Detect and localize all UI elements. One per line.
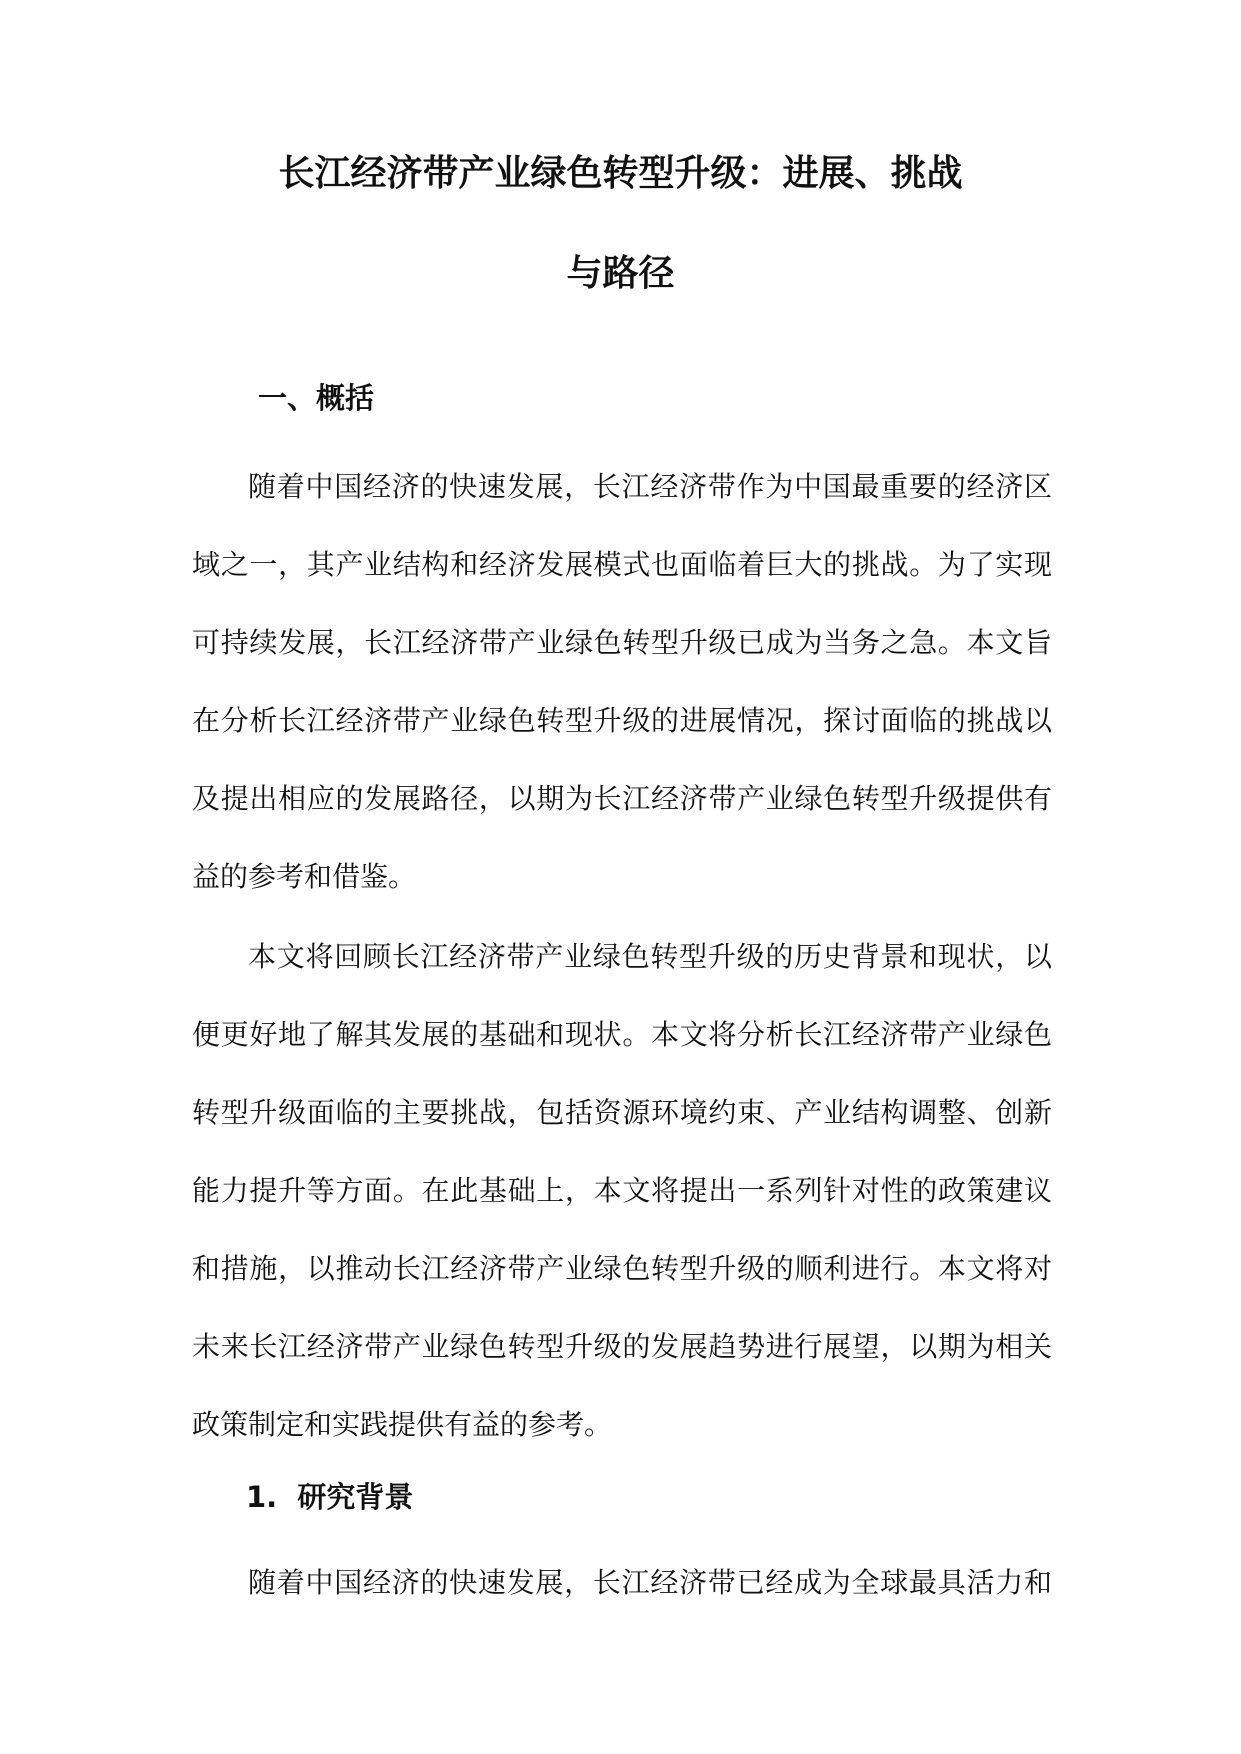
document-title-line-2: 与路径 <box>566 253 675 294</box>
document-title-line-1: 长江经济带产业绿色转型升级：进展、挑战 <box>278 153 963 194</box>
text-line: 政策制定和实践提供有益的参考。 <box>192 1408 613 1441</box>
text-line: 本文将回顾长江经济带产业绿色转型升级的历史背景和现状，以 <box>248 940 1052 973</box>
subsection-heading: 1. 研究背景 <box>246 1480 414 1514</box>
text-line: 和措施，以推动长江经济带产业绿色转型升级的顺利进行。本文将对 <box>192 1252 1052 1285</box>
text-line: 未来长江经济带产业绿色转型升级的发展趋势进行展望，以期为相关 <box>192 1330 1052 1363</box>
body-paragraph <box>192 448 1052 916</box>
text-line: 随着中国经济的快速发展，长江经济带已经成为全球最具活力和 <box>248 1566 1052 1599</box>
text-line: 域之一，其产业结构和经济发展模式也面临着巨大的挑战。为了实现 <box>192 548 1052 581</box>
text-line: 转型升级面临的主要挑战，包括资源环境约束、产业结构调整、创新 <box>192 1096 1052 1129</box>
text-line: 可持续发展，长江经济带产业绿色转型升级已成为当务之急。本文旨 <box>192 626 1052 659</box>
text-line: 随着中国经济的快速发展，长江经济带作为中国最重要的经济区 <box>248 470 1052 503</box>
body-paragraph <box>192 1544 1052 1622</box>
text-line: 能力提升等方面。在此基础上，本文将提出一系列针对性的政策建议 <box>192 1174 1052 1207</box>
section-heading: 一、概括 <box>258 381 375 415</box>
text-line: 在分析长江经济带产业绿色转型升级的进展情况，探讨面临的挑战以 <box>192 704 1052 737</box>
text-line: 益的参考和借鉴。 <box>192 860 417 893</box>
text-line: 及提出相应的发展路径，以期为长江经济带产业绿色转型升级提供有 <box>192 782 1052 815</box>
text-line: 便更好地了解其发展的基础和现状。本文将分析长江经济带产业绿色 <box>192 1018 1052 1051</box>
body-paragraph <box>192 918 1052 1464</box>
